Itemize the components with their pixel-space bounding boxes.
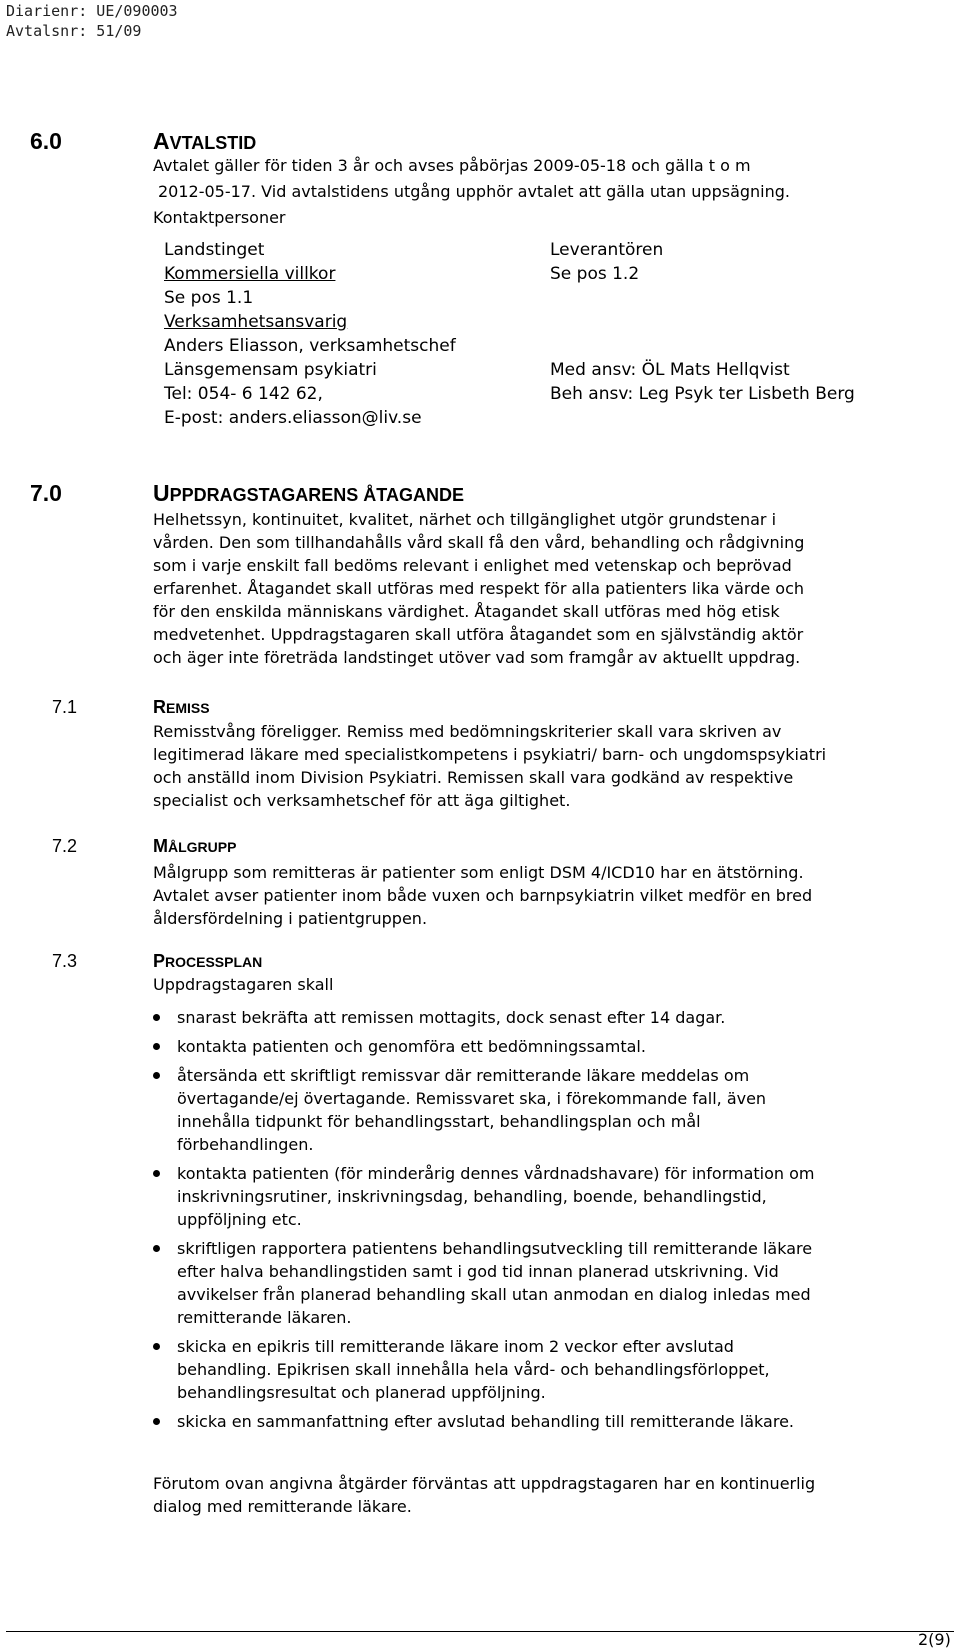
contacts-label: Kontaktpersoner — [153, 208, 286, 227]
paragraph-line: Förutom ovan angivna åtgärder förväntas att uppdragstagaren har en kontinuerlig — [153, 1474, 816, 1493]
diarienr-label: Diarienr: UE/090003 — [6, 2, 178, 20]
paragraph-line: åldersfördelning i patientgruppen. — [153, 909, 428, 928]
paragraph-line: Målgrupp som remitteras är patienter som enligt DSM 4/ICD10 har en ätstörning. — [153, 863, 804, 882]
list-item: skriftligen rapportera patientens behandlingsutveckling till remitterande läkare efter halva behandlingstiden samt i god tid innan planerad utskrivning. Vid avvikelser från planerad behandling skall utan anmodan en dialog inledas med remitterande läkaren. — [153, 1237, 943, 1329]
closing-paragraph — [153, 1472, 943, 1518]
paragraph-line: dialog med remitterande läkare. — [153, 1497, 412, 1516]
paragraph-line: Avtalet avser patienter inom både vuxen och barnpsykiatrin vilket medför en bred — [153, 886, 813, 905]
bullet-icon — [153, 1043, 160, 1050]
contact-right-ref: Se pos 1.2 — [550, 264, 640, 284]
contact-left-name: Anders Eliasson, verksamhetschef — [164, 336, 456, 356]
section-7-2-paragraph — [153, 861, 943, 930]
bullet-icon — [153, 1014, 160, 1021]
section-7-1-number: 7.1 — [52, 697, 78, 717]
paragraph-line: Helhetssyn, kontinuitet, kvalitet, närhet och tillgänglighet utgör grundstenar i — [153, 510, 777, 529]
list-item: skicka en epikris till remitterande läkare inom 2 veckor efter avslutad behandling. Epikrisen skall innehålla hela vård- och behandlingsförloppet, behandlingsresultat och planerad uppföljning. — [153, 1335, 943, 1404]
contact-right-beh: Beh ansv: Leg Psyk ter Lisbeth Berg — [550, 384, 855, 404]
paragraph-line: som i varje enskilt fall bedöms relevant i enlighet med vetenskap och beprövad — [153, 556, 792, 575]
bullet-icon — [153, 1072, 160, 1079]
process-list — [153, 1006, 943, 1433]
contact-right-med: Med ansv: ÖL Mats Hellqvist — [550, 360, 790, 380]
list-item: skicka en sammanfattning efter avslutad behandling till remitterande läkare. — [153, 1410, 943, 1433]
bullet-icon — [153, 1343, 160, 1350]
contact-left-org: Landstinget — [164, 240, 265, 260]
paragraph-line: för den enskilda människans värdighet. Åtagandet skall utföras med hög etisk — [153, 602, 780, 621]
section-7-1-paragraph — [153, 720, 943, 812]
paragraph-line: och anställd inom Division Psykiatri. Remissen skall vara godkänd av respektive — [153, 768, 794, 787]
paragraph-line: specialist och verksamhetschef för att äga giltighet. — [153, 791, 571, 810]
footer-divider — [6, 1631, 954, 1632]
contact-left-tel: Tel: 054- 6 142 62, — [164, 384, 323, 404]
section-7-title: UPPDRAGSTAGARENS ÅTAGANDE — [153, 480, 464, 506]
paragraph-line: vården. Den som tillhandahålls vård skall få den vård, behandling och rådgivning — [153, 533, 805, 552]
contact-left-unit: Länsgemensam psykiatri — [164, 360, 377, 380]
section-7-3-number: 7.3 — [52, 951, 78, 971]
contact-left-email: E-post: anders.eliasson@liv.se — [164, 408, 422, 428]
bullet-icon — [153, 1170, 160, 1177]
section-7-2-title: MÅLGRUPP — [153, 836, 237, 856]
section-6-line-1: Avtalet gäller för tiden 3 år och avses påbörjas 2009-05-18 och gälla t o m — [153, 156, 751, 175]
section-7-1-title: REMISS — [153, 697, 210, 717]
contact-left-role: Verksamhetsansvarig — [164, 312, 348, 332]
section-7-paragraph — [153, 508, 943, 669]
section-6-line-2: 2012-05-17. Vid avtalstidens utgång upphör avtalet att gälla utan uppsägning. — [158, 182, 790, 201]
paragraph-line: Remisstvång föreligger. Remiss med bedömningskriterier skall vara skriven av — [153, 722, 782, 741]
section-6-number: 6.0 — [30, 128, 62, 154]
list-item: återsända ett skriftligt remissvar där remitterande läkare meddelas om övertagande/ej övertagande. Remissvaret ska, i förekommande fall, även innehålla tidpunkt för behandlingsstart, behandlingsplan och mål förbehandlingen. — [153, 1064, 943, 1156]
paragraph-line: erfarenhet. Åtagandet skall utföras med respekt för alla patienters lika värde och — [153, 579, 805, 598]
bullet-icon — [153, 1245, 160, 1252]
section-6-title: AVTALSTID — [153, 128, 257, 154]
section-7-3-intro: Uppdragstagaren skall — [153, 975, 334, 994]
paragraph-line: medvetenhet. Uppdragstagaren skall utföra åtagandet som en självständig aktör — [153, 625, 804, 644]
contact-right-org: Leverantören — [550, 240, 664, 260]
section-7-number: 7.0 — [30, 480, 62, 506]
section-7-3-title: PROCESSPLAN — [153, 951, 263, 971]
bullet-icon — [153, 1418, 160, 1425]
page-number: 2(9) — [918, 1630, 951, 1649]
paragraph-line: och äger inte företräda landstinget utöver vad som framgår av aktuellt uppdrag. — [153, 648, 801, 667]
avtalsnr-label: Avtalsnr: 51/09 — [6, 22, 142, 40]
list-item: kontakta patienten (för minderårig dennes vårdnadshavare) för information om inskrivningsrutiner, inskrivningsdag, behandling, boende, behandlingstid, uppföljning etc. — [153, 1162, 943, 1231]
list-item: snarast bekräfta att remissen mottagits, dock senast efter 14 dagar. — [153, 1006, 943, 1029]
contact-left-dept: Kommersiella villkor — [164, 264, 336, 284]
paragraph-line: legitimerad läkare med specialistkompetens i psykiatri/ barn- och ungdomspsykiatri — [153, 745, 827, 764]
list-item: kontakta patienten och genomföra ett bedömningssamtal. — [153, 1035, 943, 1058]
section-7-2-number: 7.2 — [52, 836, 78, 856]
contact-left-ref: Se pos 1.1 — [164, 288, 254, 308]
